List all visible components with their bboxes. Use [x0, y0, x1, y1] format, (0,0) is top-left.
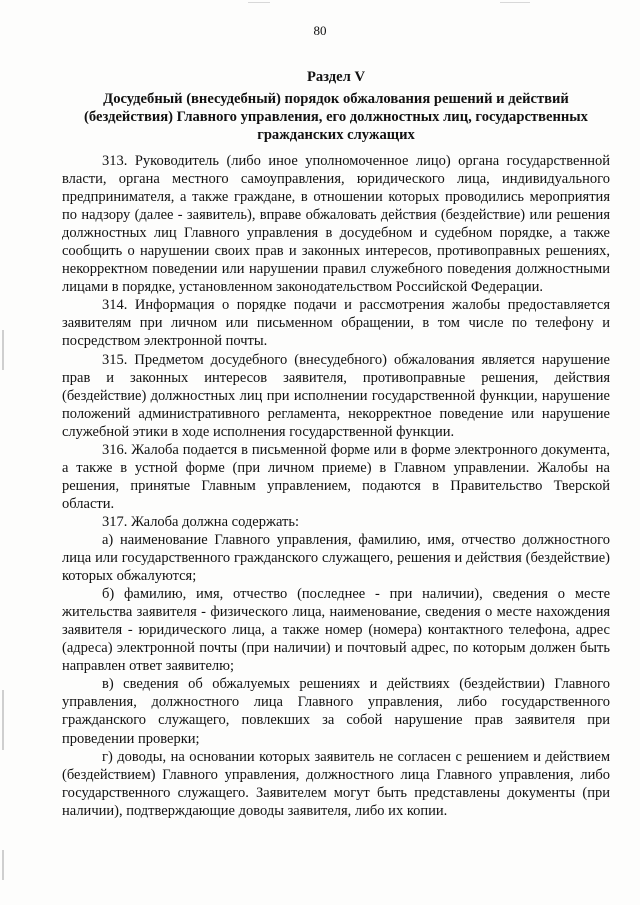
scan-artifact [2, 690, 4, 750]
scan-artifact [2, 850, 4, 880]
scan-artifact [500, 2, 530, 3]
paragraph-317: 317. Жалоба должна содержать: [102, 513, 300, 530]
scan-artifact [248, 2, 270, 3]
paragraph-314: 314. Информация о порядке подачи и рассмотрения жалобы предоставляется заявителям при личном или письменном обращении, в том числе по телефону и посредством электронной почты. [62, 297, 610, 350]
scan-artifact [2, 330, 4, 370]
section-title-line: Досудебный (внесудебный) порядок обжалования решений и действий [103, 91, 569, 107]
section-title-line: гражданских служащих [257, 127, 415, 143]
list-item-g: г) доводы, на основании которых заявитель не согласен с решением и действием (бездействием) Главного управления, должностного лица Главного управления, либо государственного служащего. Заявителем могут быть представлены документы (при наличии), подтверждающие доводы заявителя, либо их копии. [62, 748, 610, 819]
list-item-a: а) наименование Главного управления, фамилию, имя, отчество должностного лица или государственного гражданского служащего, решения и действия (бездействие) которых обжалуются; [62, 531, 610, 585]
paragraph-313: 313. Руководитель (либо иное уполномоченное лицо) органа государственной власти, органа местного самоуправления, юридического лица, индивидуального предпринимателя, а также граждане, в отношении которых проводились мероприятия по надзору (далее - заявитель), вправе обжаловать действия (бездействие) или решения должностных лиц Главного управления в досудебном и судебном порядке, а также сообщить о нарушении своих прав и законных интересов, противоправных решениях, некорректном поведении или нарушении правил служебного поведения должностными лицами в порядке, установленном законодательством Российской Федерации. [62, 153, 610, 296]
paragraph-315: 315. Предметом досудебного (внесудебного) обжалования является нарушение прав и законных интересов заявителя, противоправные решения, действия (бездействие) должностных лиц при исполнении государственной функции, нарушение положений административного регламента, некорректное поведение или нарушение служебной этики в ходе исполнения государственной функции. [62, 351, 610, 440]
paragraph-316: 316. Жалоба подается в письменной форме или в форме электронного документа, а также в устной форме (при личном приеме) в Главном управлении. Жалобы на решения, принятые Главным управлением, подаются в Правительство Тверской области. [62, 441, 610, 512]
section-label: Раздел V [306, 69, 366, 85]
page-number: 80 [313, 23, 327, 38]
list-item-v: в) сведения об обжалуемых решениях и действиях (бездействии) Главного управления, должностного лица Главного управления, либо государственного гражданского служащего, повлекших за собой нарушение прав заявителя при проведении проверки; [62, 676, 610, 747]
document-body [62, 152, 610, 820]
section-title [60, 90, 612, 144]
list-item-b: б) фамилию, имя, отчество (последнее - при наличии), сведения о месте жительства заявителя - физического лица, наименование, сведения о месте нахождения заявителя - юридического лица, а также номер (номера) контактного телефона, адрес (адреса) электронной почты (при наличии) и почтовый адрес, по которым должен быть направлен ответ заявителю; [62, 586, 610, 675]
section-title-line: (бездействия) Главного управления, его должностных лиц, государственных [84, 109, 588, 125]
